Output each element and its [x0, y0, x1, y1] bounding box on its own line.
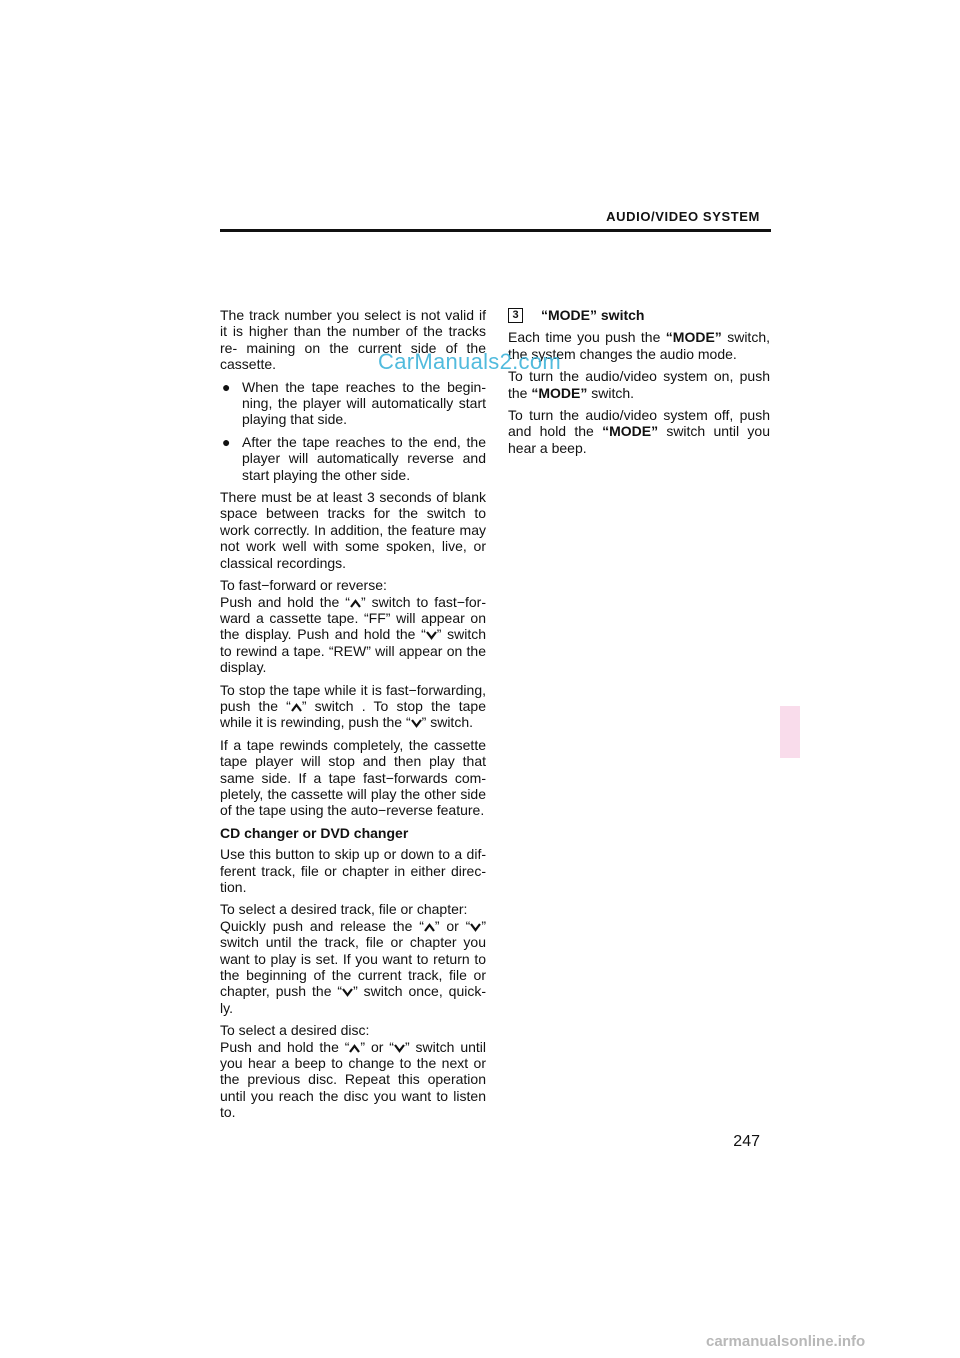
paragraph: To turn the audio/video system on, push the “MODE” switch.	[508, 368, 770, 401]
page-number: 247	[733, 1133, 760, 1150]
select-disc-block	[220, 1022, 486, 1120]
block-title: To fast−forward or reverse:	[220, 577, 387, 594]
seek-down-chevron-icon	[411, 719, 422, 728]
seek-down-chevron-icon	[342, 988, 353, 997]
item-number-box: 3	[508, 308, 523, 323]
bullet-dot-icon: ●	[222, 433, 231, 450]
paragraph: Each time you push the “MODE” switch, the system changes the audio mode.	[508, 329, 770, 362]
seek-down-chevron-icon	[426, 631, 437, 640]
left-column	[220, 307, 486, 1127]
block-title: To select a desired disc:	[220, 1022, 370, 1039]
bullet-dot-icon: ●	[222, 378, 231, 395]
paragraph: If a tape rewinds completely, the cassette tape player will stop and then play that same side. If a tape fast−forwards com- pletely, the cassette will play the other side of the tape using the auto−reverse feature.	[220, 736, 486, 819]
header-rule	[220, 229, 771, 232]
bullet-item: ● After the tape reaches to the end, the player will automatically reverse and start playing the other side.	[222, 433, 486, 483]
fast-forward-block	[220, 577, 486, 675]
seek-up-chevron-icon	[350, 599, 361, 608]
select-track-block	[220, 901, 486, 1016]
seek-down-chevron-icon	[394, 1044, 405, 1053]
cd-changer-heading: CD changer or DVD changer	[220, 824, 409, 841]
seek-up-chevron-icon	[424, 923, 435, 932]
block-text: Push and hold the “ ” or “ ” switch until you hear a beep to change to the next or the previous disc. Repeat this operation until you reach the disc you want to listen to.	[220, 1038, 487, 1121]
paragraph: To stop the tape while it is fast−forwarding, push the “ ” switch . To stop the tape while it is rewinding, push the “ ” switch.	[220, 681, 486, 731]
heading-text: “MODE” switch	[541, 307, 645, 323]
right-column	[508, 307, 770, 462]
seek-down-chevron-icon	[470, 923, 481, 932]
paragraph: To turn the audio/video system off, push and hold the “MODE” switch until you hear a beep.	[508, 407, 770, 456]
paragraph: The track number you select is not valid if it is higher than the number of the tracks re- maining on the current side of the cassette.	[220, 307, 486, 373]
section-tab	[780, 706, 800, 758]
block-text: Quickly push and release the “ ” or “ ” switch until the track, file or chapter you want to play is set. If you want to return to the beginning of the current track, file or chapter, push the “ ” switch once, quick- ly.	[220, 917, 487, 1016]
mode-switch-heading	[508, 307, 770, 323]
block-title: To select a desired track, file or chapter:	[220, 901, 468, 918]
paragraph: There must be at least 3 seconds of blank space between tracks for the switch to work correctly. In addition, the feature may not work well with some spoken, live, or classical recordings.	[220, 489, 486, 571]
footer-watermark: carmanualsonline.info	[706, 1333, 866, 1350]
seek-up-chevron-icon	[291, 703, 302, 712]
block-text: Push and hold the “ ” switch to fast−for- ward a cassette tape. “FF” will appear on the display. Push and hold the “ ” switch to rewind a tape. “REW” will appear on the display.	[220, 593, 486, 676]
paragraph: Use this button to skip up or down to a dif- ferent track, file or chapter in either direc- tion.	[220, 846, 486, 895]
seek-up-chevron-icon	[349, 1044, 360, 1053]
bullet-item: ● When the tape reaches to the begin- ning, the player will automatically start playing that side.	[222, 378, 486, 428]
section-header: AUDIO/VIDEO SYSTEM	[606, 209, 760, 224]
watermark-logo: CarManuals2.com	[378, 349, 562, 374]
